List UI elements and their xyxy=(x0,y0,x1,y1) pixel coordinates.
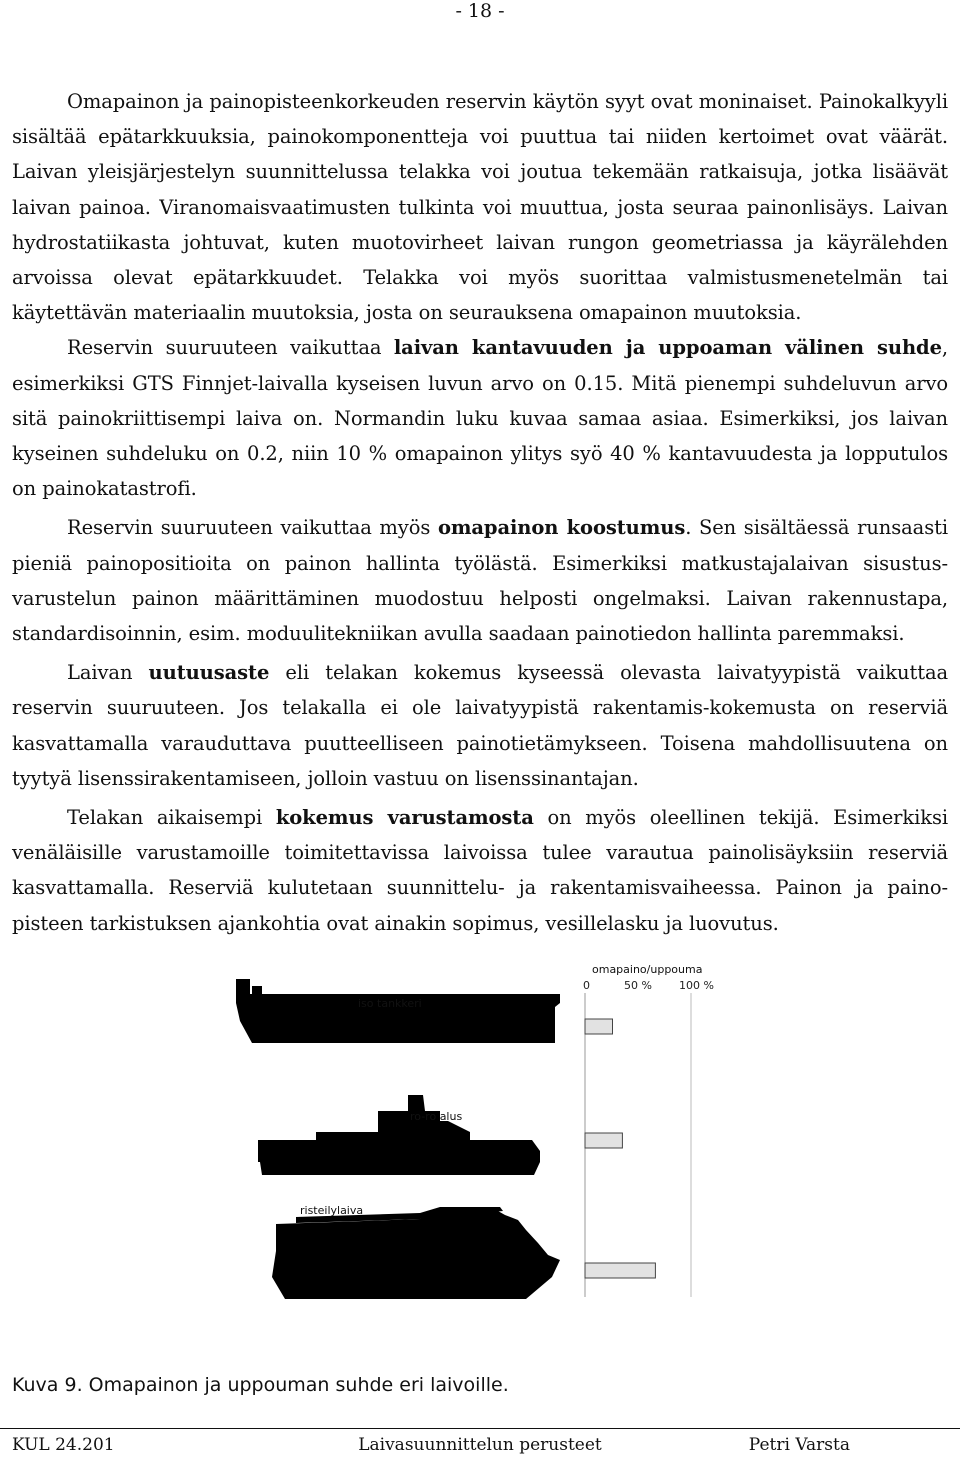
ship-label-cruise: risteilylaiva xyxy=(300,1204,364,1217)
ship-label-roro: ro-ro alus xyxy=(410,1110,463,1123)
paragraph-1 xyxy=(12,84,948,330)
chart-tick-label: 100 % xyxy=(679,979,714,992)
chart-bar-3 xyxy=(585,1263,655,1278)
roro-silhouette-icon xyxy=(258,1095,540,1175)
cruise-ship-silhouette-icon xyxy=(272,1207,560,1299)
footer-course-code: KUL 24.201 xyxy=(12,1435,115,1455)
paragraph-2 xyxy=(12,330,948,506)
paragraph-text: . Sen sisältäessä runsaasti pieniä painopositioita on painon hallinta työlästä. Esimerkiksi matkustajalaivan sisustus-varustelun painon määrittäminen muodostuu helposti ongelmaksi. Laivan rakennustapa, standardisoinnin, esim. moduulitekniikan avulla saadaan painotiedon hallinta paremmaksi. xyxy=(12,516,948,646)
paragraph-emphasis: laivan kantavuuden ja uppoaman välinen suhde xyxy=(393,336,942,360)
tanker-silhouette-icon xyxy=(236,979,560,1043)
chart-tick-label: 50 % xyxy=(624,979,652,992)
paragraph-text: , esimerkiksi GTS Finnjet-laivalla kyseisen luvun arvo on 0.15. Mitä pienempi suhdeluvun arvo sitä painokriittisempi laiva on. Normandin luku kuvaa samaa asiaa. Esimerkiksi, jos laivan kyseinen suhdeluku on 0.2, niin 10 % omapainon ylitys syö 40 % kantavuudesta ja lopputulos on painokatastrofi. xyxy=(12,336,949,501)
chart-bar-2 xyxy=(585,1133,622,1148)
paragraph-text: Reservin suuruuteen vaikuttaa myös xyxy=(67,516,438,540)
paragraph-4 xyxy=(12,655,948,796)
body-text xyxy=(12,84,948,941)
paragraph-text: eli telakan kokemus kyseessä olevasta laivatyypistä vaikuttaa reservin suuruuteen. Jos telakalla ei ole laivatyypistä rakentamis-kokemusta on reserviä kasvattamalla varauduttava puutteelliseen painotietämykseen. Toisena mahdollisuutena on tyytyä lisenssirakentamiseen, jolloin vastuu on lisenssinantajan. xyxy=(12,661,949,790)
paragraph-3 xyxy=(12,510,948,651)
paragraph-text: on myös oleellinen tekijä. Esimerkiksi venäläisille varustamoille toimitettavissa laivoissa tulee varautua painolisäyksiin reserviä kasvattamalla. Reserviä kulutetaan suunnittelu- ja rakentamisvaiheessa. Painon ja paino-pisteen tarkistuksen ajankohtia ovat ainakin sopimus, vesillelasku ja luovutus. xyxy=(12,806,948,935)
paragraph-text: Omapainon ja painopisteenkorkeuden reservin käytön syyt ovat moninaiset. Painokalkyyli sisältää epätarkkuuksia, painokomponentteja voi puuttua tai niiden kertoimet ovat väärät. Laivan yleisjärjestelyn suunnittelussa telakka voi joutua tekemään ratkaisuja, jotka lisäävät laivan painoa. Viranomaisvaatimusten tulkinta voi muuttua, josta seuraa painonlisäys. Laivan hydrostatiikasta johtuvat, kuten muotovirheet laivan rungon geometriassa ja käyrälehden arvoissa olevat epätarkkuudet. Telakka voi myös suorittaa valmistusmenetelmän tai käytettävän materiaalin muutoksia, josta on seurauksena omapainon muutoksia. xyxy=(12,90,948,325)
paragraph-text: Telakan aikaisempi xyxy=(67,806,276,830)
paragraph-emphasis: uutuusaste xyxy=(148,661,270,685)
footer-course-title: Laivasuunnittelun perusteet xyxy=(358,1435,602,1455)
paragraph-emphasis: omapainon koostumus xyxy=(437,516,686,540)
paragraph-5 xyxy=(12,800,948,941)
figure-caption: Kuva 9. Omapainon ja uppouman suhde eri laivoille. xyxy=(12,1374,509,1396)
page-number: - 18 - xyxy=(455,0,505,22)
paragraph-emphasis: kokemus varustamosta xyxy=(275,806,534,830)
footer-divider xyxy=(0,1428,960,1429)
chart-bar-1 xyxy=(585,1019,613,1034)
footer-author: Petri Varsta xyxy=(748,1435,850,1455)
ship-ratio-chart xyxy=(0,955,960,1375)
ship-ratio-figure xyxy=(0,955,960,1375)
chart-title: omapaino/uppouma xyxy=(592,963,703,976)
ship-label-tanker: iso tankkeri xyxy=(358,997,422,1010)
paragraph-text: Reservin suuruuteen vaikuttaa xyxy=(67,336,394,360)
paragraph-text: Laivan xyxy=(67,661,149,685)
chart-tick-label: 0 xyxy=(583,979,590,992)
